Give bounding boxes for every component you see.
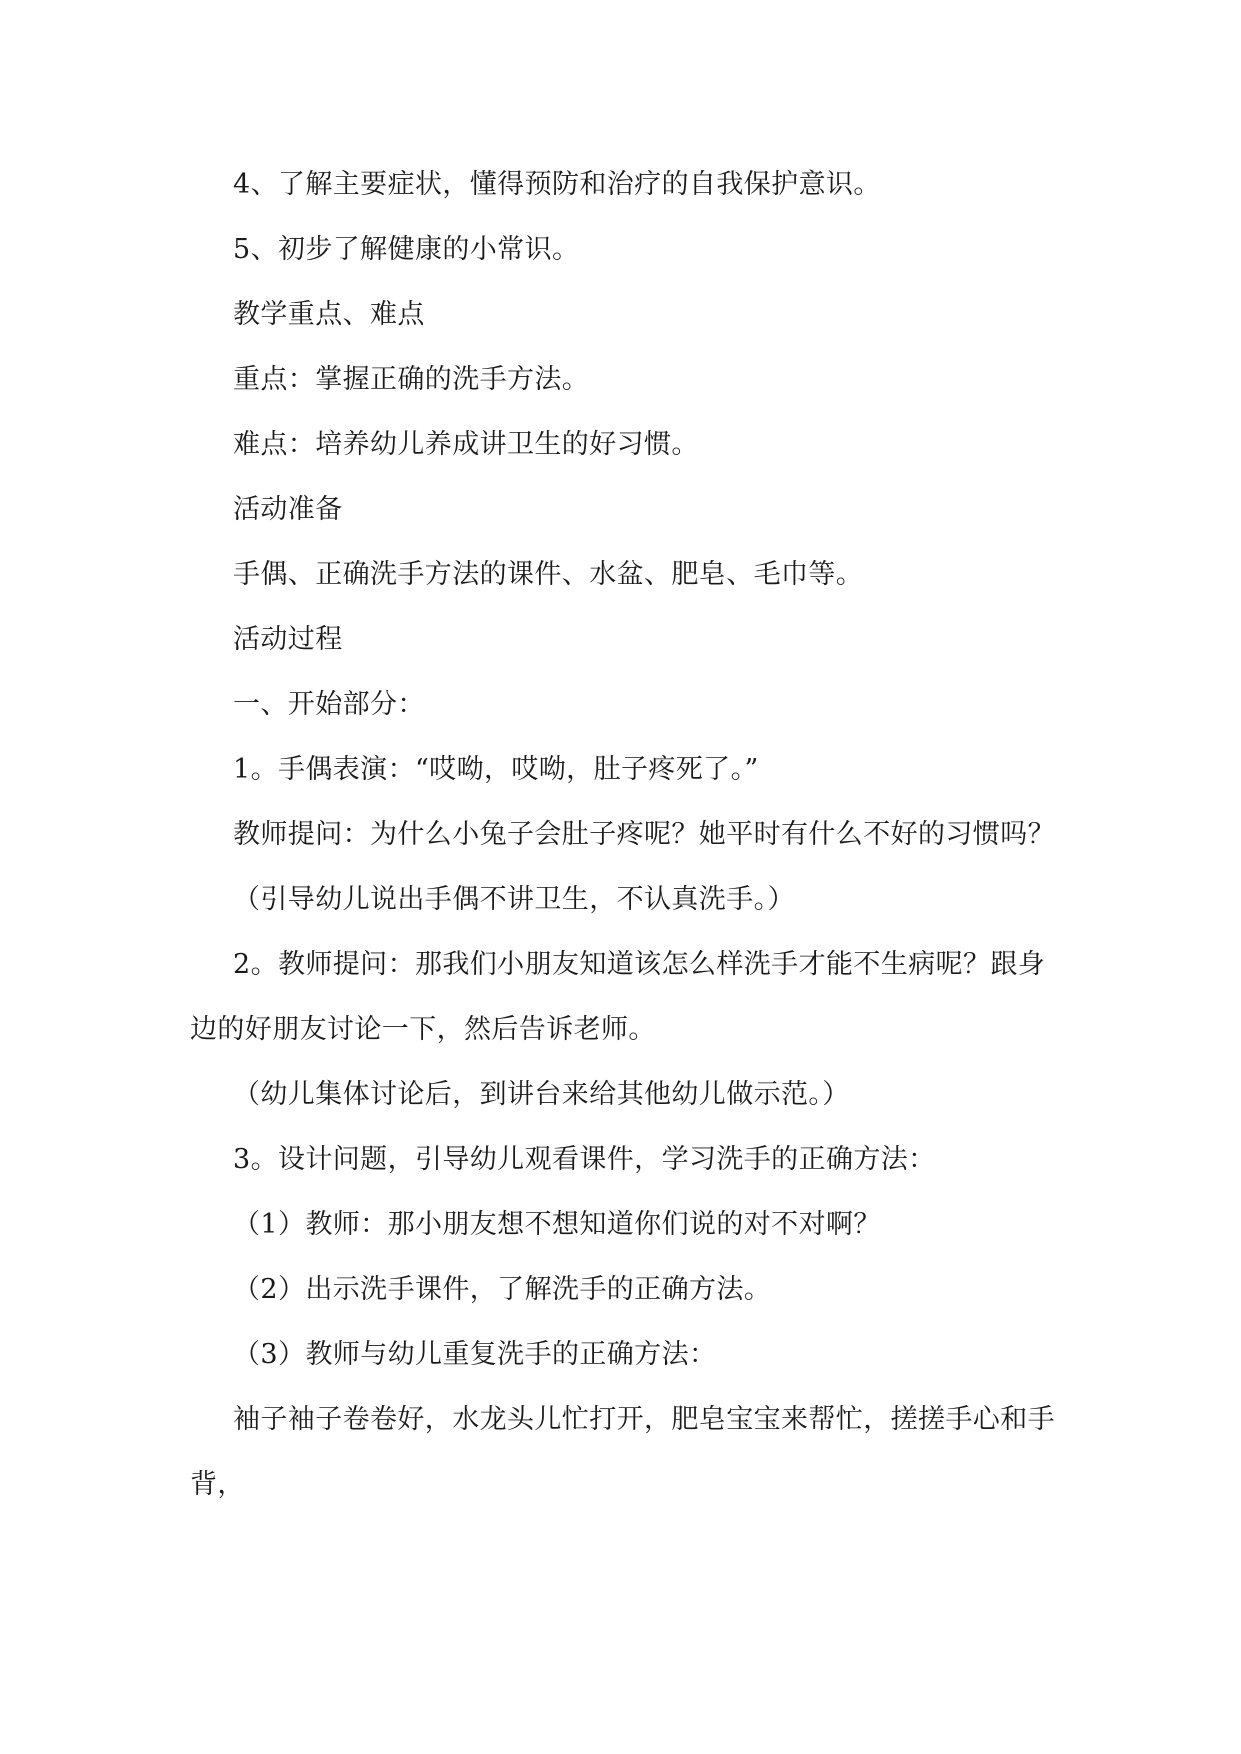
paragraph-discussion-note: （幼儿集体讨论后，到讲台来给其他幼儿做示范。） (233, 1079, 850, 1110)
paragraph-substep-2: （2）出示洗手课件，了解洗手的正确方法。 (233, 1274, 772, 1305)
heading-key-points: 教学重点、难点 (233, 299, 425, 330)
paragraph-step-1: 1。手偶表演：“哎呦，哎呦，肚子疼死了。” (233, 754, 759, 785)
heading-process: 活动过程 (233, 624, 343, 655)
paragraph-step-3: 3。设计问题，引导幼儿观看课件，学习洗手的正确方法： (233, 1144, 936, 1175)
paragraph-teacher-question: 教师提问：为什么小兔子会肚子疼呢？她平时有什么不好的习惯吗？ (233, 819, 1055, 850)
paragraph-guidance-note: （引导幼儿说出手偶不讲卫生，不认真洗手。） (233, 884, 795, 915)
paragraph-difficulty: 难点：培养幼儿养成讲卫生的好习惯。 (233, 429, 699, 460)
paragraph-objective-5: 5、初步了解健康的小常识。 (233, 234, 580, 265)
paragraph-materials: 手偶、正确洗手方法的课件、水盆、肥皂、毛巾等。 (233, 559, 864, 590)
paragraph-substep-3: （3）教师与幼儿重复洗手的正确方法： (233, 1339, 717, 1370)
paragraph-objective-4: 4、了解主要症状，懂得预防和治疗的自我保护意识。 (233, 169, 881, 200)
paragraph-substep-1: （1）教师：那小朋友想不想知道你们说的对不对啊？ (233, 1209, 881, 1240)
paragraph-key-point: 重点：掌握正确的洗手方法。 (233, 364, 590, 395)
document-body (190, 152, 1070, 1517)
heading-preparation: 活动准备 (233, 494, 343, 525)
heading-part-one: 一、开始部分： (233, 689, 425, 720)
paragraph-step-2: 2。教师提问：那我们小朋友知道该怎么样洗手才能不生病呢？跟身边的好朋友讨论一下，然后告诉老师。 (190, 949, 1046, 1045)
paragraph-handwash-rhyme: 袖子袖子卷卷好，水龙头儿忙打开，肥皂宝宝来帮忙，搓搓手心和手背， (190, 1404, 1055, 1500)
